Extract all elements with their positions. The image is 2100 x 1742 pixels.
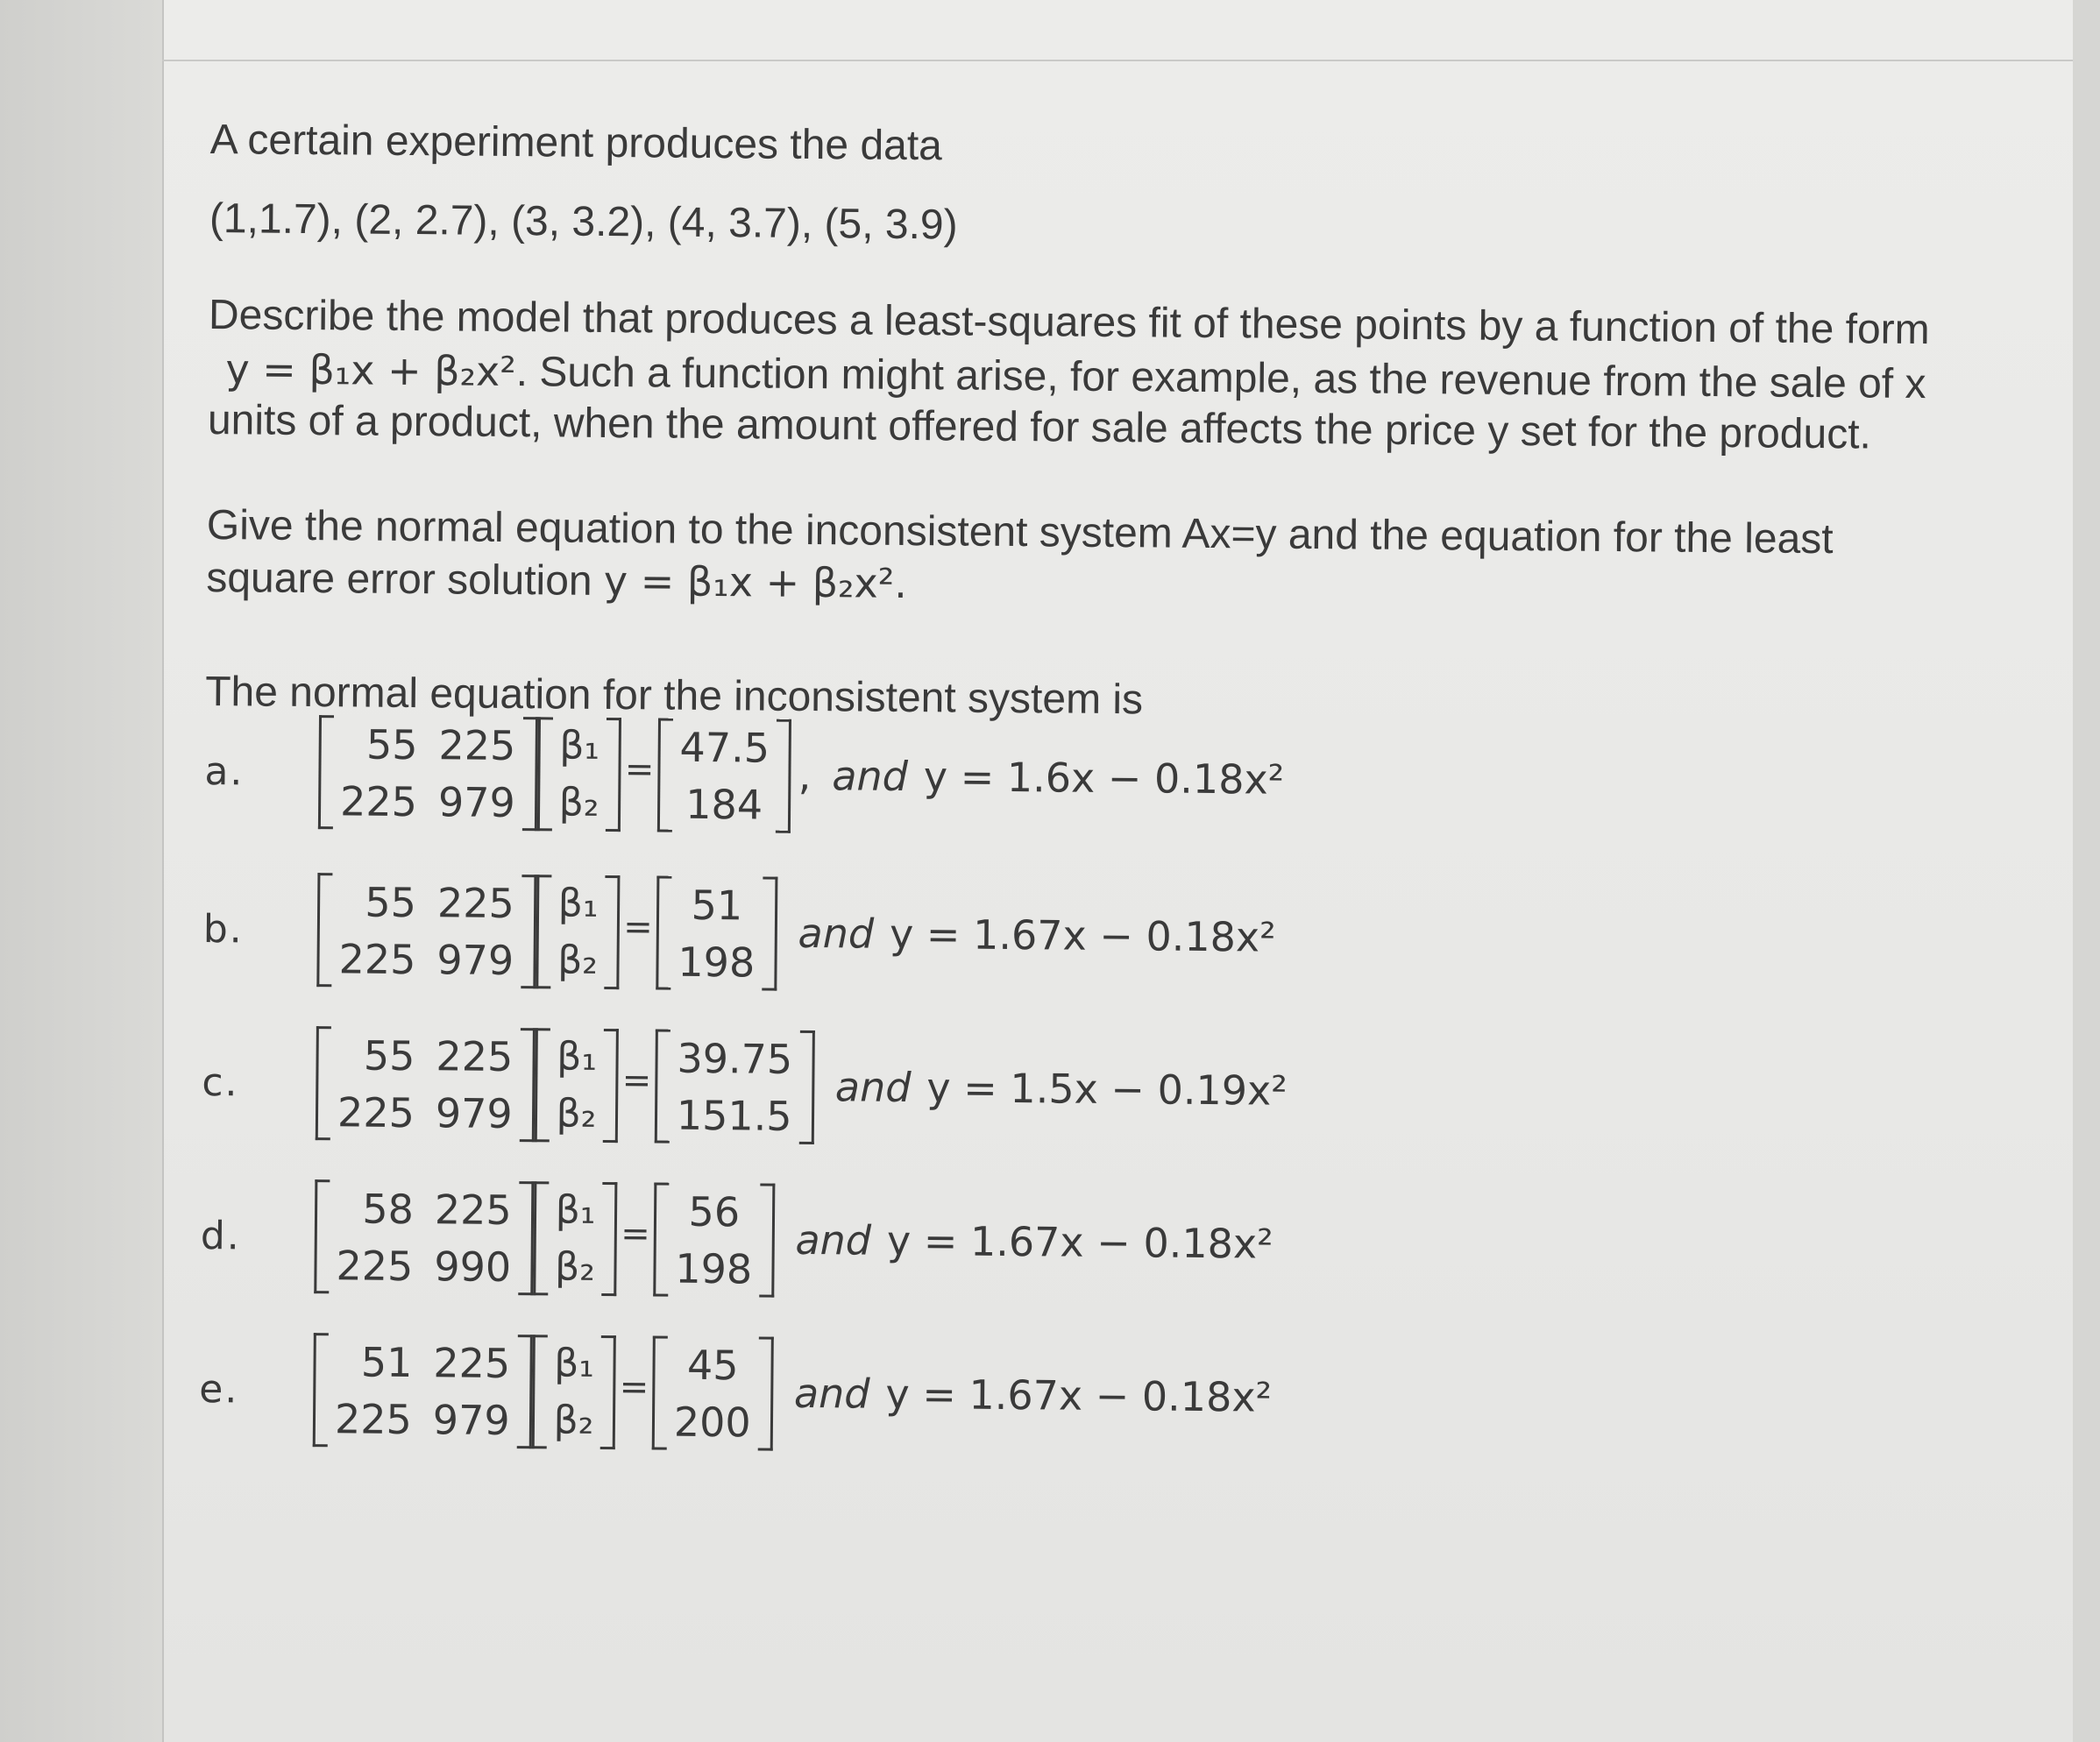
coefficient-matrix (318, 715, 538, 831)
matrix-entry: 225 (336, 1241, 414, 1290)
give-line-1: Give the normal equation to the inconsistent system Ax=y and the equation for the least (206, 501, 1834, 563)
matrix-entry: 225 (433, 1338, 511, 1387)
option-letter: e. (199, 1366, 239, 1412)
matrix-entry: 51 (360, 1338, 413, 1386)
beta-entry: β₁ (557, 1033, 598, 1080)
matrix-entry: 979 (436, 935, 514, 984)
coefficient-matrix (316, 873, 536, 988)
left-bracket (533, 1181, 549, 1295)
matrix-cells (667, 1336, 759, 1451)
left-bracket (531, 1335, 547, 1448)
and-label: and (798, 910, 875, 958)
card-top-divider (162, 60, 2073, 61)
right-bracket (757, 1337, 773, 1451)
equals-sign: = (619, 1367, 649, 1408)
matrix-cells (331, 873, 521, 988)
matrix-entry: 51 (691, 881, 743, 929)
option-b[interactable] (202, 867, 1276, 1000)
rhs-vector (656, 875, 777, 990)
matrix-entry: 198 (675, 1244, 753, 1292)
matrix-cells (333, 715, 523, 831)
left-bracket (652, 1335, 668, 1449)
rhs-vector (653, 1182, 775, 1297)
right-bracket (602, 1182, 618, 1296)
left-bracket (656, 875, 671, 989)
coefficient-matrix (316, 1026, 536, 1142)
coefficient-matrix (313, 1333, 533, 1448)
matrix-entry: 55 (365, 878, 417, 926)
right-bracket (521, 875, 536, 988)
left-bracket (316, 873, 332, 987)
beta-vector (536, 875, 621, 989)
solution-equation: y = 1.6x − 0.18x² (923, 753, 1285, 804)
beta-entry: β₂ (556, 1090, 597, 1137)
matrix-entry: 58 (362, 1185, 415, 1233)
right-bracket (516, 1335, 532, 1448)
option-d[interactable] (200, 1174, 1273, 1306)
equals-sign: = (624, 749, 655, 790)
matrix-cells (330, 1026, 521, 1142)
describe-text-2: . Such a function might arise, for example, as the revenue from the sale of x (515, 349, 1926, 408)
matrix-entry: 225 (438, 720, 516, 769)
beta-vector (533, 1181, 618, 1296)
beta-entry: β₂ (554, 1243, 596, 1290)
left-bracket (653, 1182, 669, 1296)
beta-entry: β₁ (555, 1186, 596, 1233)
matrix-entry: 55 (365, 720, 418, 768)
right-bracket (518, 1181, 534, 1295)
screen-margin (0, 0, 162, 1742)
and-label: and (834, 1063, 912, 1112)
rhs-vector (657, 718, 792, 832)
beta-entry: β₂ (553, 1397, 594, 1443)
left-bracket (313, 1333, 329, 1447)
beta-vector (534, 1028, 619, 1143)
model-form: y = β₁x + β₂x² (225, 345, 516, 396)
beta-cells (550, 875, 606, 989)
matrix-entry: 151.5 (676, 1091, 792, 1140)
right-bracket (600, 1335, 616, 1449)
and-label: and (795, 1216, 872, 1264)
beta-vector (531, 1335, 616, 1449)
matrix-entry: 225 (436, 1031, 514, 1080)
option-letter: c. (202, 1059, 239, 1105)
left-bracket (314, 1179, 330, 1293)
beta-entry: β₂ (558, 780, 599, 825)
matrix-entry: 225 (337, 1087, 415, 1137)
right-bracket (762, 877, 777, 991)
matrix-entry: 225 (334, 1394, 413, 1443)
matrix-cells (670, 876, 763, 991)
beta-entry: β₁ (553, 1340, 595, 1386)
screen-right-margin (2073, 0, 2100, 1742)
solution-equation: y = 1.5x − 0.19x² (926, 1064, 1288, 1115)
solution-equation: y = 1.67x − 0.18x² (886, 1217, 1273, 1268)
matrix-cells (329, 1179, 519, 1295)
matrix-entry: 979 (432, 1395, 510, 1444)
matrix-entry: 200 (673, 1398, 751, 1446)
matrix-entry: 39.75 (677, 1034, 793, 1083)
beta-entry: β₂ (557, 937, 599, 983)
equals-sign: = (623, 907, 653, 948)
data-points: (1,1.7), (2, 2.7), (3, 3.2), (4, 3.7), (5, 3.9) (209, 195, 958, 249)
matrix-cells (670, 1030, 800, 1144)
left-bracket (657, 718, 673, 832)
matrix-entry: 47.5 (679, 723, 770, 772)
solution-equation: y = 1.67x − 0.18x² (889, 910, 1276, 961)
matrix-entry: 979 (437, 777, 516, 826)
right-bracket (603, 1029, 619, 1143)
right-bracket (519, 1028, 535, 1142)
left-bracket (316, 1026, 331, 1140)
and-label: and (832, 752, 909, 801)
right-bracket (776, 719, 791, 833)
matrix-entry: 184 (685, 780, 763, 829)
beta-entry: β₁ (557, 880, 599, 926)
left-bracket (534, 1028, 550, 1142)
right-bracket (521, 717, 537, 831)
matrix-entry: 979 (435, 1088, 513, 1137)
right-bracket (605, 875, 621, 989)
option-letter: a. (204, 748, 245, 794)
matrix-entry: 225 (339, 776, 418, 825)
give-text-2: square error solution (206, 554, 592, 605)
equals-sign: = (621, 1060, 652, 1101)
matrix-entry: 225 (338, 934, 416, 983)
left-bracket (536, 717, 552, 831)
describe-line-1: Describe the model that produces a least-squares fit of these points by a function of the form (208, 291, 1930, 354)
matrix-entry: 55 (363, 1031, 415, 1080)
give-model: y = β₁x + β₂x². (603, 556, 908, 607)
option-letter: d. (200, 1213, 241, 1258)
matrix-entry: 225 (436, 878, 515, 927)
matrix-cells (672, 719, 777, 833)
give-line-2 (206, 552, 907, 611)
left-bracket (536, 875, 551, 988)
matrix-entry: 56 (688, 1187, 741, 1236)
matrix-entry: 198 (678, 938, 756, 986)
option-a[interactable] (204, 710, 1285, 842)
rhs-vector (652, 1335, 774, 1450)
intro-text: A certain experiment produces the data (209, 116, 943, 170)
beta-cells (549, 1028, 604, 1143)
matrix-entry: 45 (686, 1341, 739, 1389)
option-e[interactable] (199, 1328, 1273, 1460)
left-bracket (655, 1029, 670, 1143)
matrix-cells (328, 1333, 518, 1448)
right-bracket (798, 1030, 814, 1144)
left-bracket (318, 715, 334, 829)
coefficient-matrix (314, 1179, 534, 1295)
beta-cells (546, 1335, 601, 1449)
matrix-entry: 225 (434, 1185, 512, 1234)
matrix-entry: 990 (434, 1242, 512, 1291)
rhs-vector (655, 1029, 815, 1144)
right-bracket (759, 1184, 775, 1298)
separator-comma: , (798, 752, 812, 800)
option-letter: b. (202, 906, 245, 952)
beta-cells (551, 717, 607, 832)
beta-entry: β₁ (559, 723, 600, 768)
option-c[interactable] (202, 1021, 1288, 1153)
right-bracket (606, 718, 621, 832)
solution-equation: y = 1.67x − 0.18x² (885, 1370, 1273, 1421)
and-label: and (793, 1370, 870, 1418)
equals-sign: = (621, 1214, 650, 1255)
describe-line-3: units of a product, when the amount offered for sale affects the price y set for the product. (207, 396, 1872, 458)
beta-vector (536, 717, 621, 832)
matrix-cells (668, 1183, 760, 1298)
beta-cells (548, 1181, 603, 1296)
prompt-text: The normal equation for the inconsistent system is (205, 668, 1144, 724)
